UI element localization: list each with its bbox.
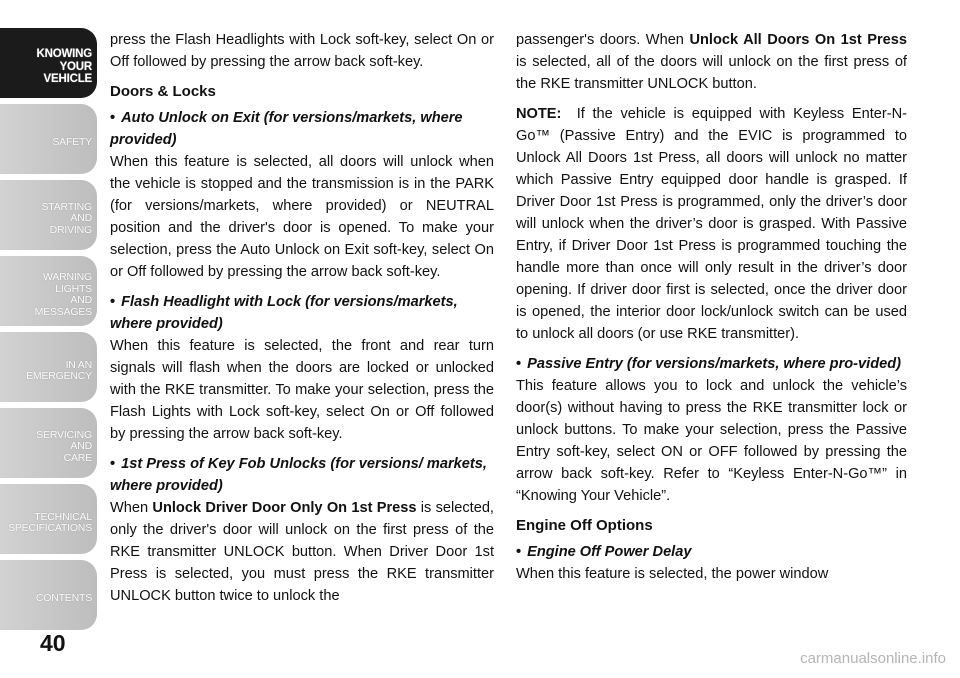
bullet-icon: • xyxy=(110,110,116,126)
paragraph: passenger's doors. When Unlock All Doors On 1st Press is selected, all of the doors will unlock on the first press of the RKE transmitter UNLOCK button. xyxy=(516,32,908,92)
tab-label: AND xyxy=(70,440,92,453)
tab-technical-specifications[interactable] xyxy=(0,484,97,554)
paragraph: When this feature is selected, the power window xyxy=(516,566,829,582)
feature-title: • Passive Entry (for versions/markets, where pro-vided) xyxy=(516,356,902,372)
tab-label: EMERGENCY xyxy=(26,370,92,382)
bullet-icon: • xyxy=(110,456,116,472)
tab-in-an-emergency[interactable] xyxy=(0,332,97,402)
tab-label: MESSAGES xyxy=(34,305,92,318)
tab-label: IN AN xyxy=(65,358,92,371)
tab-label: AND xyxy=(70,212,92,225)
watermark: carmanualsonline.info xyxy=(800,650,946,667)
paragraph: This feature allows you to lock and unlock the vehicle’s door(s) without having to press the RKE transmitter lock or unlock buttons. To make your selection, press the Passive Entry soft-key, select ON or OFF followed by pressing the arrow back soft-key. Refer to “Keyless Enter-N-Go™” in “Knowing Your Vehicle”. xyxy=(516,378,907,504)
tab-starting-and-driving[interactable] xyxy=(0,180,97,250)
bullet-icon: • xyxy=(516,544,522,560)
tab-safety[interactable] xyxy=(0,104,97,174)
right-column xyxy=(516,29,907,593)
tab-label: TECHNICAL xyxy=(34,510,92,523)
tab-label: SAFETY xyxy=(52,136,92,149)
bold-setting-name: Unlock All Doors On 1st Press xyxy=(689,32,908,48)
tab-knowing-your-vehicle[interactable] xyxy=(0,28,97,98)
tab-label: STARTING xyxy=(41,200,92,213)
tab-label: KNOWING xyxy=(36,48,92,61)
tab-contents[interactable] xyxy=(0,560,97,630)
tab-label: VEHICLE xyxy=(43,73,92,86)
tab-label: CARE xyxy=(63,451,92,464)
tab-label: DRIVING xyxy=(49,223,92,236)
feature-title: • Flash Headlight with Lock (for versions/markets, where provided) xyxy=(110,294,458,332)
tab-servicing-and-care[interactable] xyxy=(0,408,97,478)
section-heading-doors-locks: Doors & Locks xyxy=(110,83,216,100)
paragraph: press the Flash Headlights with Lock soft-key, select On or Off followed by pressing the arrow back soft-key. xyxy=(110,32,494,70)
note-label: NOTE: xyxy=(516,106,562,122)
tab-label: LIGHTS xyxy=(55,282,92,295)
tab-label: AND xyxy=(70,294,92,306)
left-column xyxy=(110,29,494,615)
section-heading-engine-off: Engine Off Options xyxy=(516,517,653,534)
chapter-tabs xyxy=(0,28,97,636)
note-paragraph: NOTE: If the vehicle is equipped with Keyless Enter-N-Go™ (Passive Entry) and the EVIC is programmed to Unlock All Doors 1st Press, all doors will unlock no matter which Passive Entry equipped door handle is grasped. If Driver Door 1st Press is programmed, only the driver’s door will unlock when the driver’s door is grasped. With Passive Entry, if Driver Door 1st Press is programmed touching the handle more than once will only result in the driver’s door opening. If driver door first is selected, once the driver door is opened, the interior door lock/unlock switch can be used to unlock all doors (or use RKE transmitter). xyxy=(516,106,907,342)
bullet-icon: • xyxy=(110,294,116,310)
page-number: 40 xyxy=(40,630,66,656)
paragraph: When this feature is selected, all doors will unlock when the vehicle is stopped and the transmission is in the PARK (for versions/markets, where provided) or NEUTRAL position and the driver's door is opened. To make your selection, press the Auto Unlock on Exit soft-key, select On or Off followed by pressing the arrow back soft-key. xyxy=(110,154,494,280)
feature-title: • 1st Press of Key Fob Unlocks (for versions/ markets, where provided) xyxy=(110,456,487,494)
feature-title: • Engine Off Power Delay xyxy=(516,544,692,560)
tab-warning-lights-and-messages[interactable] xyxy=(0,256,97,326)
bold-setting-name: Unlock Driver Door Only On 1st Press xyxy=(152,500,417,516)
tab-label: SERVICING xyxy=(36,428,92,441)
bullet-icon: • xyxy=(516,356,522,372)
paragraph: When Unlock Driver Door Only On 1st Press is selected, only the driver's door will unlock on the first press of the RKE transmitter UNLOCK button. When Driver Door 1st Press is selected, you must press the RKE transmitter UNLOCK button twice to unlock the xyxy=(110,500,494,604)
paragraph: When this feature is selected, the front and rear turn signals will flash when the doors are locked or unlocked with the RKE transmitter. To make your selection, press the Flash Lights with Lock soft-key, select On or Off followed by pressing the arrow back soft-key. xyxy=(110,338,494,442)
tab-label: CONTENTS xyxy=(35,592,92,605)
tab-label: SPECIFICATIONS xyxy=(8,522,92,534)
tab-label: WARNING xyxy=(43,271,92,283)
feature-title: • Auto Unlock on Exit (for versions/markets, where provided) xyxy=(110,110,463,148)
tab-label: YOUR xyxy=(59,60,92,73)
